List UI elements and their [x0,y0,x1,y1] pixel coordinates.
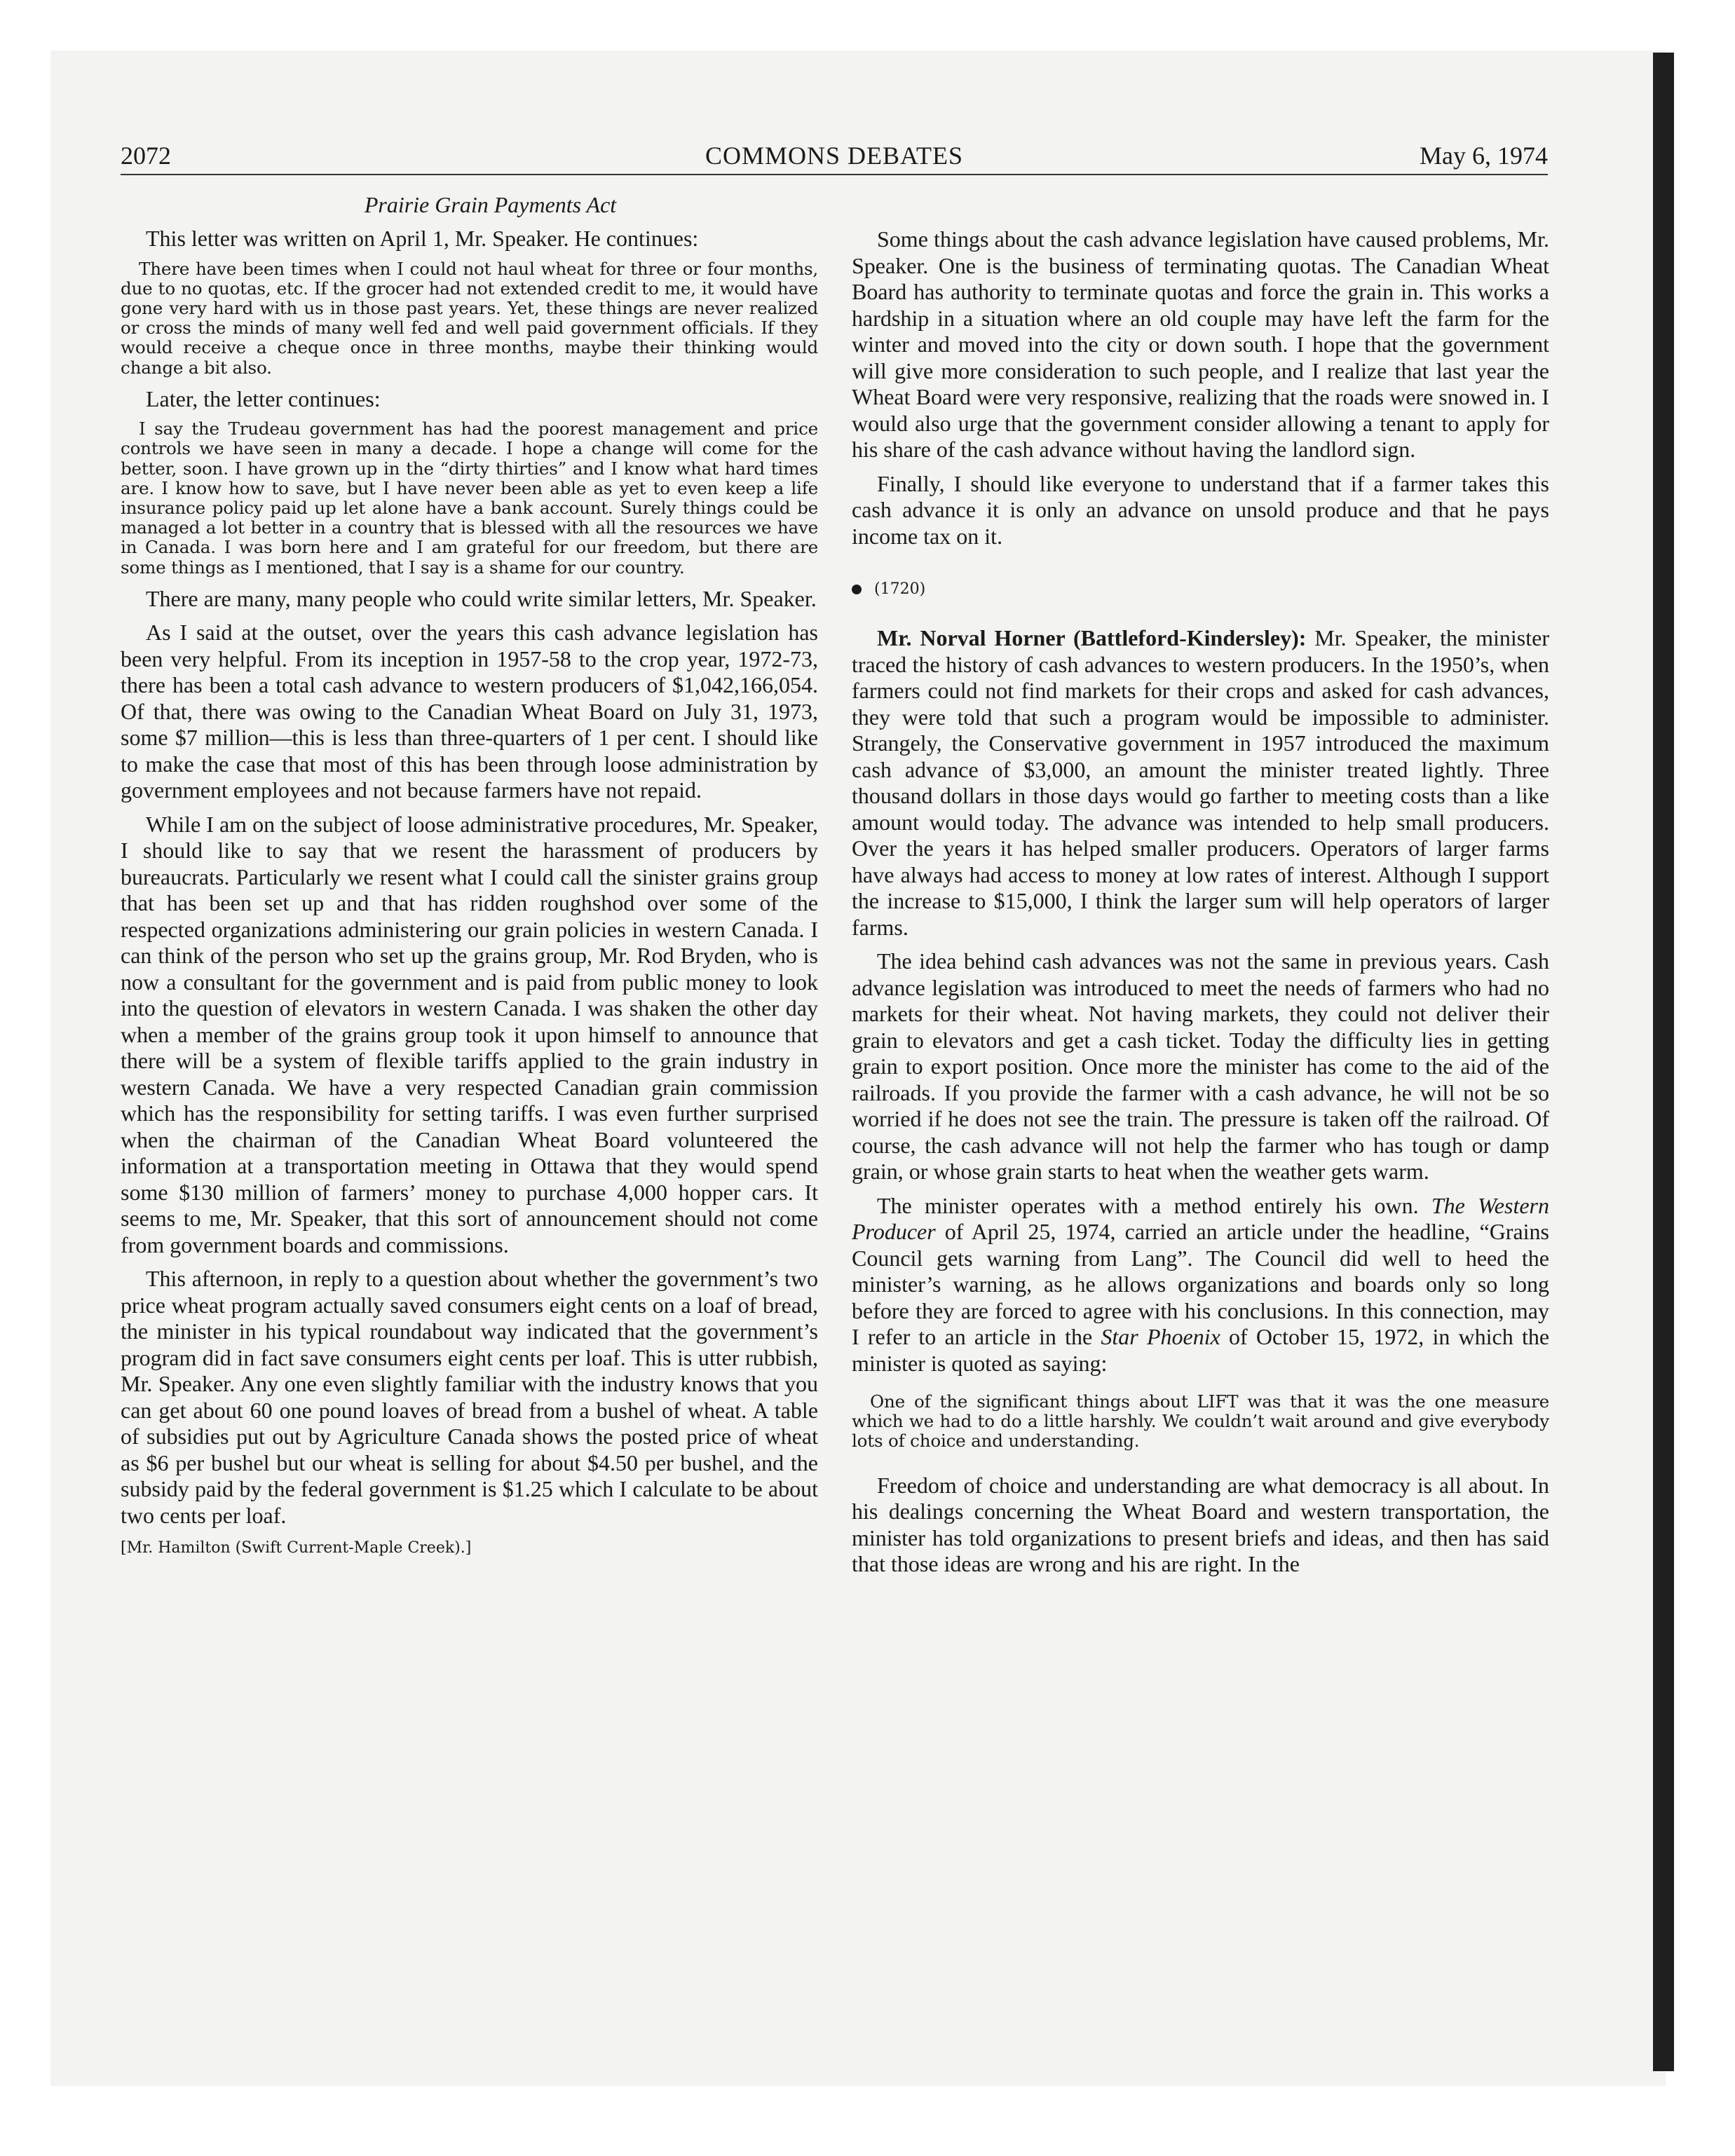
left-column [121,191,818,1558]
paragraph: The idea behind cash advances was not the same in previous years. Cash advance legislation was introduced to meet the needs of farmers who had no markets for their wheat. Not having markets, they could not deliver their grain to elevators and get a cash ticket. Today the difficulty lies in getting grain to export position. Once more the minister has come to the aid of the railroads. If you provide the farmer with a cash advance, he will not be so worried if he does not see the train. The pressure is taken off the railroad. Of course, the cash advance will not help the farmer who has tough or damp grain, or whose grain starts to heat when the weather gets warm. [852,948,1549,1184]
section-title: Prairie Grain Payments Act [364,192,617,217]
speech-text: Mr. Speaker, the minister traced the history of cash advances to western producers. In the 1950’s, when farmers could not find markets for their crops and asked for cash advances, they were told that such a program would be impossible to administer. Strangely, the Conservative government in 1957 introduced the maximum cash advance of $3,000, an amount the minister treated lightly. Three thousand dollars in those days would go farther to meeting costs than a like amount would today. The advance was intended to help small producers. Over the years it has helped smaller producers. Operators of larger farms have always had access to money at low rates of interest. Although I support the increase to $15,000, I think the larger sum will help operators of larger farms. [852,625,1550,940]
paragraph-text: The minister operates with a method entirely his own. [877,1192,1419,1218]
paragraph-text: of April 25, 1974, carried an article under the headline, “Grains Council gets warning from Lang”. The Council did well to heed the minister’s warning, as he allows organizations and boards only so long before they are forced to agree with his conclusions. In this connection, may I refer to an article in the [852,1219,1550,1349]
scan-edge-bar [1653,53,1674,2071]
letter-quote: There have been times when I could not haul wheat for three or four months, due to no quotas, etc. If the grocer had not extended credit to me, it would have gone very hard with us in those past years. Yet, these things are never realized or cross the minds of many well fed and well paid government officials. If they would receive a cheque once in three months, maybe their thinking would change a bit also. [121,258,818,378]
speaker-attribution: [Mr. Hamilton (Swift Current-Maple Creek).] [121,1539,472,1557]
paragraph: This letter was written on April 1, Mr. Speaker. He continues: [146,226,699,251]
paragraph: Finally, I should like everyone to understand that if a farmer takes this cash advance it is only an advance on unsold produce and that he pays income tax on it. [852,470,1549,549]
time-marker-label: (1720) [874,580,926,598]
publication-name: Star Phoenix [1101,1324,1220,1349]
page-date: May 6, 1974 [1420,142,1548,170]
speaker-name: Mr. Norval Horner (Battleford-Kindersley): [877,625,1307,650]
time-marker [852,579,1549,600]
publication-title: COMMONS DEBATES [705,142,964,170]
speech-paragraph [852,625,1549,941]
paragraph: There are many, many people who could write similar letters, Mr. Speaker. [146,585,817,611]
paragraph: As I said at the outset, over the years this cash advance legislation has been very helpful. From its inception in 1957-58 to the crop year, 1972-73, there has been a total cash advance to western producers of $1,042,166,054. Of that, there was owing to the Canadian Wheat Board on July 31, 1973, some $7 million—this is less than three-quarters of 1 per cent. I should like to make the case that most of this has been through loose administration by government employees and not because farmers have not repaid. [121,620,818,803]
paragraph: Later, the letter continues: [146,386,381,411]
paragraph-text: of October 15, 1972, in which the minister is quoted as saying: [852,1324,1550,1376]
paragraph: Freedom of choice and understanding are what democracy is all about. In his dealings concerning the Wheat Board and western transportation, the minister has told organizations to present briefs and ideas, and then has said that those ideas are wrong and his are right. In the [852,1472,1549,1577]
paragraph: Some things about the cash advance legislation have caused problems, Mr. Speaker. One is the business of terminating quotas. The Canadian Wheat Board has authority to terminate quotas and force the grain in. This works a hardship in a situation where an old couple may have left the farm for the winter and moved into the city or down south. I hope that the government will give more consideration to such people, and I realize that last year the Wheat Board were very responsive, realizing that the roads were snowed in. I would also urge that the government consider allowing a tenant to apply for his share of the cash advance without having the landlord sign. [852,226,1549,462]
minister-quote: One of the significant things about LIFT was that it was the one measure which we had to do a little harshly. We couldn’t wait around and give everybody lots of choice and understanding. [852,1391,1549,1452]
page-header [121,137,1548,175]
paragraph: While I am on the subject of loose administrative procedures, Mr. Speaker, I should like to say that we resent the harassment of producers by bureaucrats. Particularly we resent what I could call the sinister grains group that has been set up and that has ridden roughshod over some of the respected organizations administering our grain policies in western Canada. I can think of the person who set up the grains group, Mr. Rod Bryden, who is now a consultant for the government and is paid from public money to look into the question of elevators in western Canada. I was shaken the other day when a member of the grains group took it upon himself to announce that there will be a system of flexible tariffs applied to the grain industry in western Canada. We have a very respected Canadian grain commission which has the responsibility for setting tariffs. I was even further surprised when the chairman of the Canadian Wheat Board volunteered the information at a transportation meeting in Ottawa that they would spend some $130 million of farmers’ money to purchase 4,000 hopper cars. It seems to me, Mr. Speaker, that this sort of announcement should not come from government boards and commissions. [121,811,818,1257]
right-column [852,226,1549,1578]
paragraph [852,1193,1549,1377]
letter-quote: I say the Trudeau government has had the poorest management and price controls we have seen in many a decade. I hope a change will come for the better, soon. I have grown up in the “dirty thirties” and I know what hard times are. I know how to save, but I have never been able as yet to even keep a life insurance policy paid up let alone have a bank account. Surely things could be managed a lot better in a country that is blessed with all the resources we have in Canada. I was born here and I am grateful for our freedom, but there are some things as I mentioned, that I say is a shame for our country. [121,418,818,578]
bullet-icon [852,585,862,594]
paragraph: This afternoon, in reply to a question about whether the government’s two price wheat program actually saved consumers eight cents on a loaf of bread, the minister in his typical roundabout way indicated that the government’s program did in fact save consumers eight cents per loaf. This is utter rubbish, Mr. Speaker. Any one even slightly familiar with the industry knows that you can get about 60 one pound loaves of bread from a bushel of wheat. A table of subsidies put out by Agriculture Canada shows the posted price of wheat as $6 per bushel but our wheat is selling for about $4.50 per bushel, and the subsidy paid by the federal government is $1.25 which I calculate to be about two cents per loaf. [121,1266,818,1528]
publication-name: The Western Producer [852,1192,1550,1244]
page-number: 2072 [121,142,171,170]
